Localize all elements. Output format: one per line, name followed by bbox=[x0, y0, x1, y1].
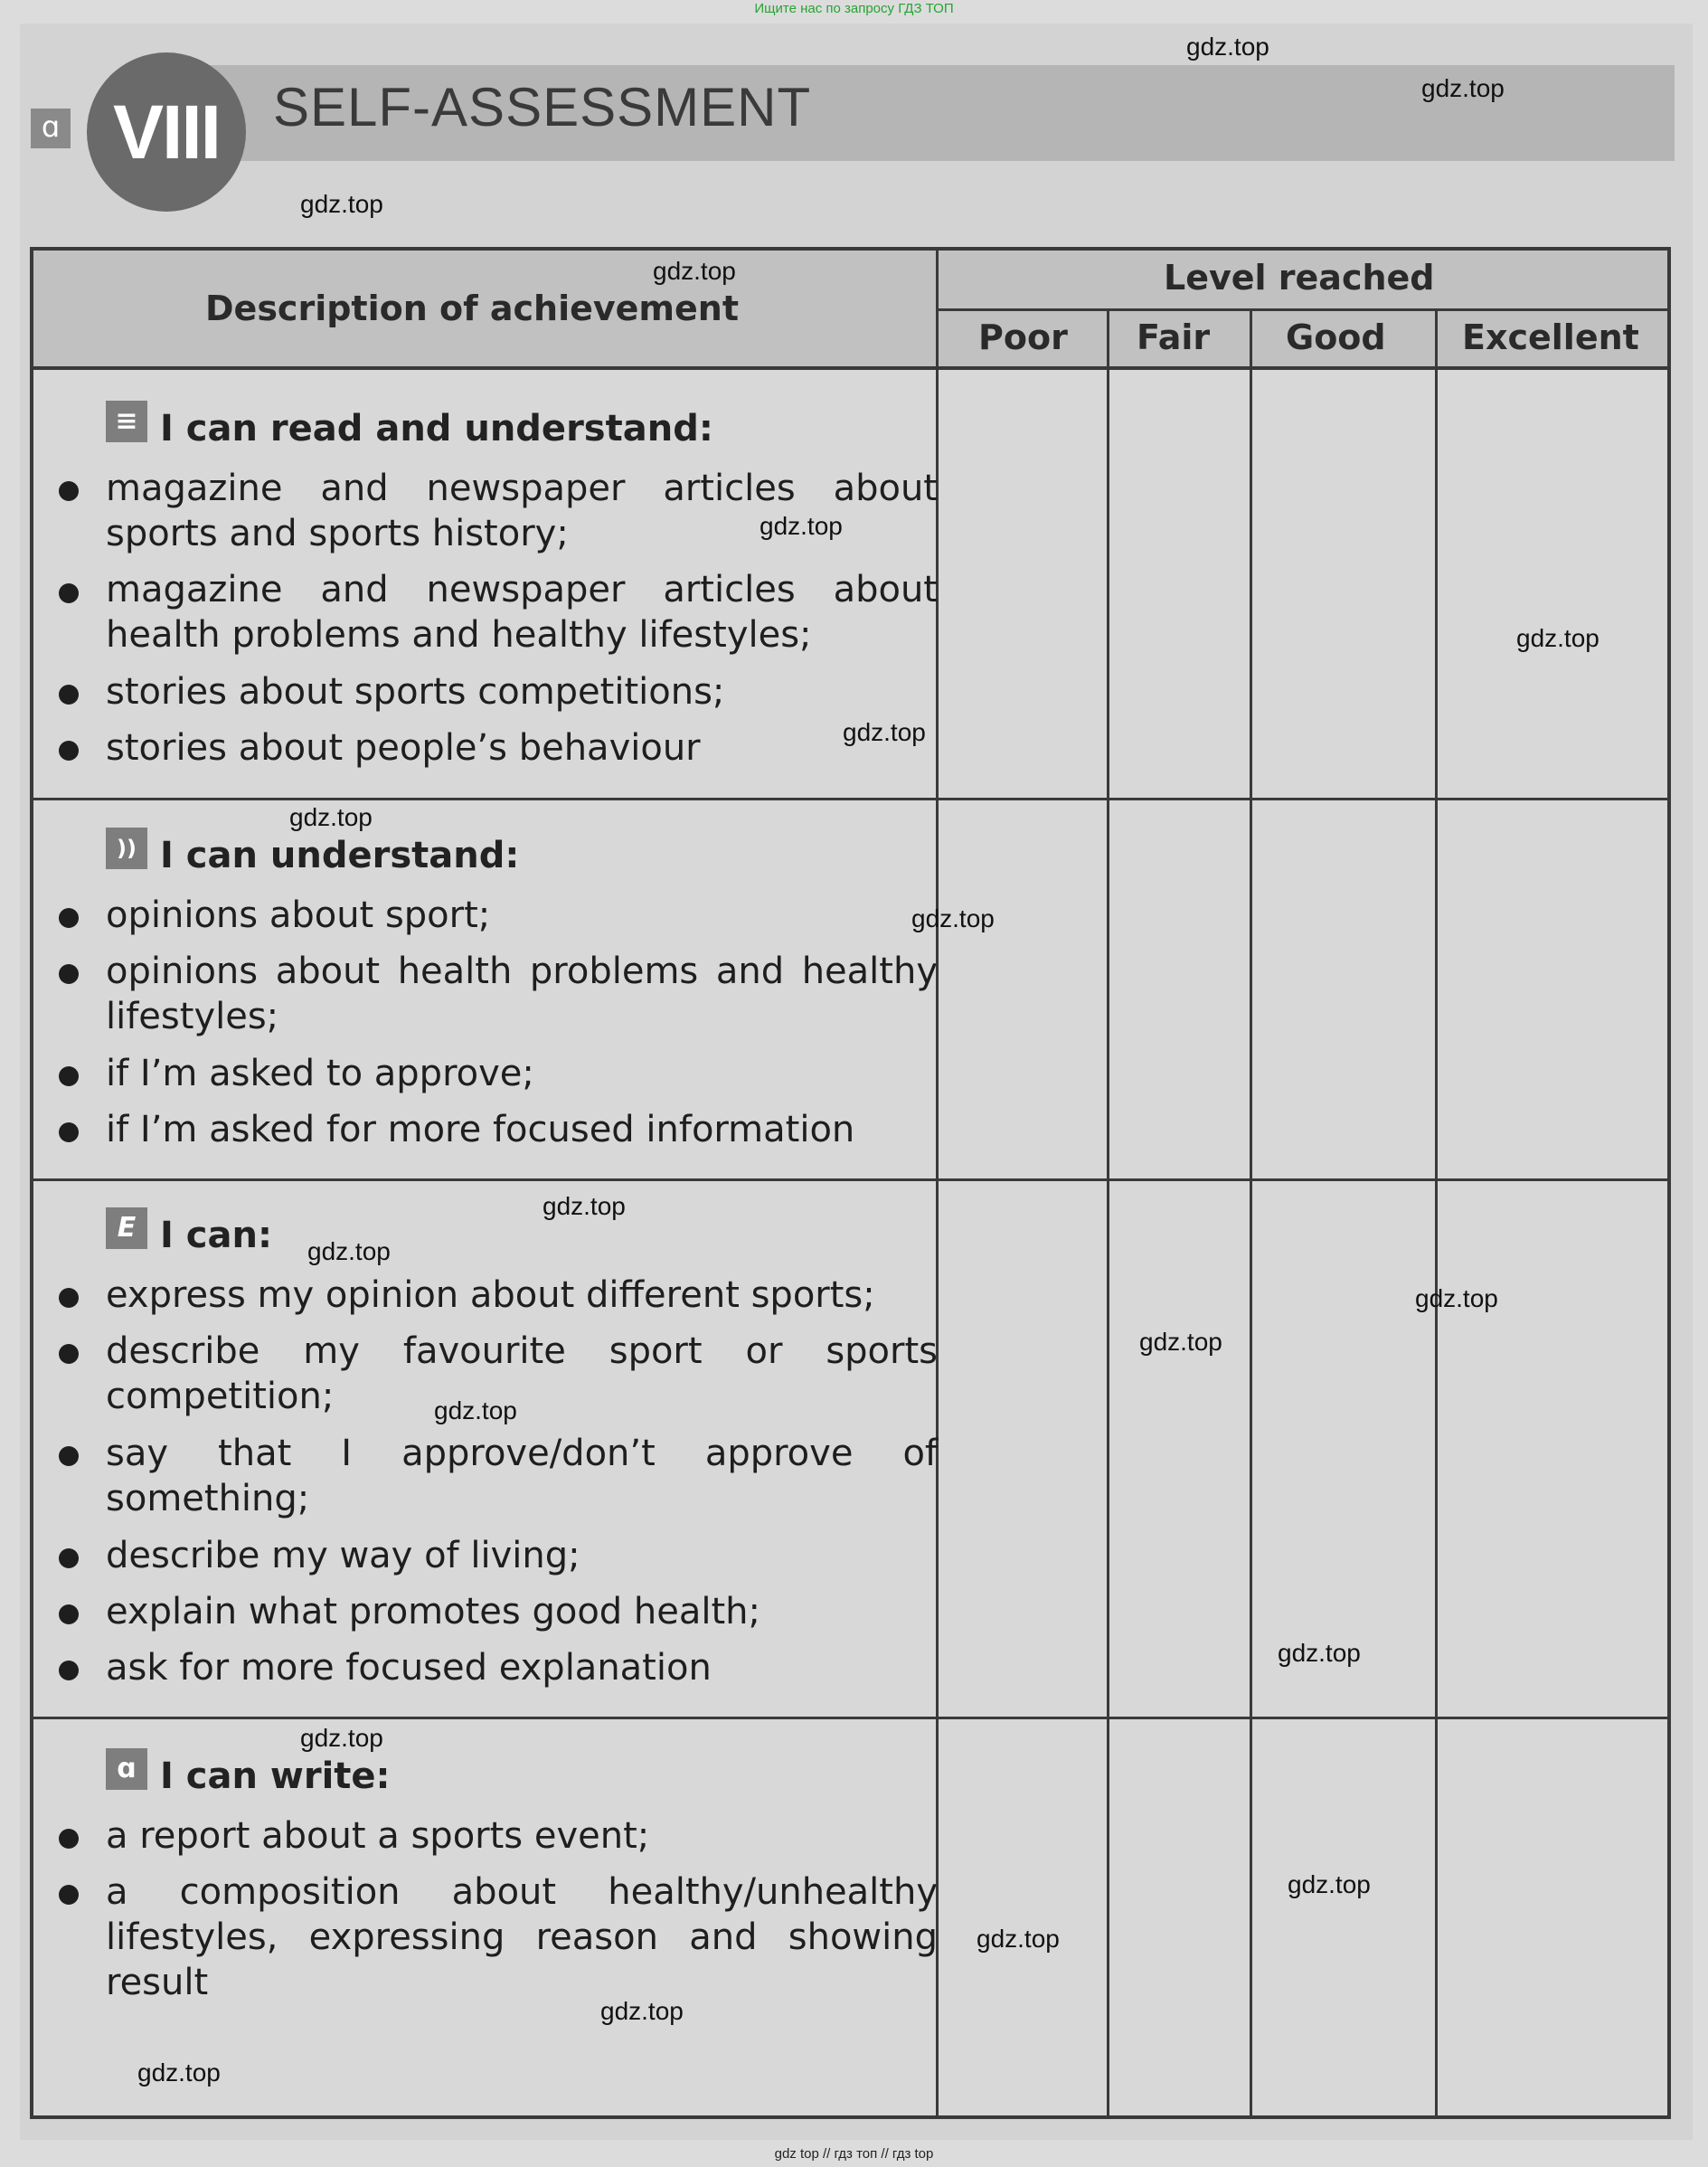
bullet bbox=[59, 1829, 79, 1849]
list-item: stories about sports competitions; bbox=[106, 671, 725, 713]
watermark: gdz.top bbox=[543, 1192, 626, 1220]
bullet bbox=[59, 1885, 79, 1905]
header-divider bbox=[936, 308, 1667, 311]
list-item: a report about a sports event; bbox=[106, 1815, 650, 1857]
watermark: gdz.top bbox=[600, 1997, 684, 2025]
level-fair: Fair bbox=[1137, 317, 1211, 357]
watermark: gdz.top bbox=[1186, 33, 1269, 61]
bullet bbox=[59, 741, 79, 761]
list-item: a composition about healthy/unhealthy lifestyles, expressing reason and showing result bbox=[106, 1871, 938, 2003]
level-good: Good bbox=[1286, 317, 1386, 357]
writing-section-icon: ɑ bbox=[106, 1748, 147, 1790]
watermark: gdz.top bbox=[300, 190, 383, 218]
page-title: SELF-ASSESSMENT bbox=[273, 77, 812, 137]
bullet bbox=[59, 1446, 79, 1466]
self-assessment-table bbox=[30, 247, 1671, 2119]
level-poor: Poor bbox=[978, 317, 1068, 357]
list-item: if I’m asked for more focused information bbox=[106, 1109, 855, 1150]
writing-icon: ɑ bbox=[31, 109, 71, 148]
list-item: ask for more focused explanation bbox=[106, 1647, 712, 1689]
bullet bbox=[59, 1548, 79, 1568]
watermark: gdz.top bbox=[1421, 74, 1505, 102]
level-excellent: Excellent bbox=[1462, 317, 1639, 357]
list-item: magazine and newspaper articles about sports and sports history; bbox=[106, 468, 938, 554]
list-item: describe my favourite sport or sports competition; bbox=[106, 1330, 938, 1417]
section-title-reading: I can read and understand: bbox=[160, 408, 713, 449]
bullet bbox=[59, 908, 79, 928]
watermark: gdz.top bbox=[1278, 1639, 1361, 1667]
bullet bbox=[59, 1288, 79, 1308]
watermark: gdz.top bbox=[1415, 1284, 1498, 1312]
watermark: gdz.top bbox=[1516, 624, 1599, 652]
level-header: Level reached bbox=[1164, 258, 1435, 298]
column-divider bbox=[1435, 308, 1438, 2115]
description-header: Description of achievement bbox=[205, 289, 740, 328]
list-item: opinions about health problems and healthy lifestyles; bbox=[106, 951, 938, 1037]
list-item: magazine and newspaper articles about health problems and healthy lifestyles; bbox=[106, 569, 938, 656]
list-item: say that I approve/don’t approve of something; bbox=[106, 1433, 938, 1519]
watermark: gdz.top bbox=[977, 1925, 1060, 1953]
watermark: gdz.top bbox=[911, 904, 995, 932]
watermark: gdz.top bbox=[300, 1724, 383, 1752]
watermark: gdz.top bbox=[307, 1237, 391, 1265]
listening-icon: )) bbox=[106, 828, 147, 869]
watermark: gdz.top bbox=[289, 803, 373, 831]
watermark: gdz.top bbox=[1288, 1870, 1371, 1898]
bullet bbox=[59, 1066, 79, 1086]
reading-icon: ≡ bbox=[106, 401, 147, 442]
watermark: gdz.top bbox=[653, 257, 736, 285]
watermark: gdz.top bbox=[843, 718, 926, 746]
watermark: gdz.top bbox=[1139, 1328, 1222, 1356]
bullet bbox=[59, 1661, 79, 1680]
section-title-listening: I can understand: bbox=[160, 835, 520, 876]
bottom-banner[interactable]: gdz top // гдз топ // гдз top bbox=[774, 2146, 934, 2162]
watermark: gdz.top bbox=[137, 2058, 221, 2087]
unit-number-badge: VIII bbox=[87, 52, 246, 212]
speaking-icon: E bbox=[106, 1207, 147, 1249]
section-title-writing: I can write: bbox=[160, 1755, 391, 1797]
section-title-speaking: I can: bbox=[160, 1215, 272, 1256]
watermark: gdz.top bbox=[760, 512, 843, 540]
watermark: gdz.top bbox=[434, 1396, 517, 1424]
bullet bbox=[59, 685, 79, 705]
list-item: opinions about sport; bbox=[106, 894, 491, 936]
column-divider bbox=[1250, 308, 1252, 2115]
list-item: describe my way of living; bbox=[106, 1535, 580, 1576]
column-divider bbox=[1107, 308, 1109, 2115]
list-item: if I’m asked to approve; bbox=[106, 1053, 534, 1094]
bullet bbox=[59, 481, 79, 501]
list-item: stories about people’s behaviour bbox=[106, 727, 701, 769]
row-divider bbox=[33, 1717, 1667, 1719]
row-divider bbox=[33, 798, 1667, 800]
bullet bbox=[59, 1122, 79, 1142]
top-banner[interactable]: Ищите нас по запросу ГДЗ ТОП bbox=[754, 1, 954, 16]
bullet bbox=[59, 964, 79, 984]
list-item: express my opinion about different sports; bbox=[106, 1274, 875, 1316]
bullet bbox=[59, 1604, 79, 1624]
bullet bbox=[59, 1344, 79, 1364]
list-item: explain what promotes good health; bbox=[106, 1591, 761, 1632]
bullet bbox=[59, 583, 79, 603]
row-divider bbox=[33, 1178, 1667, 1181]
